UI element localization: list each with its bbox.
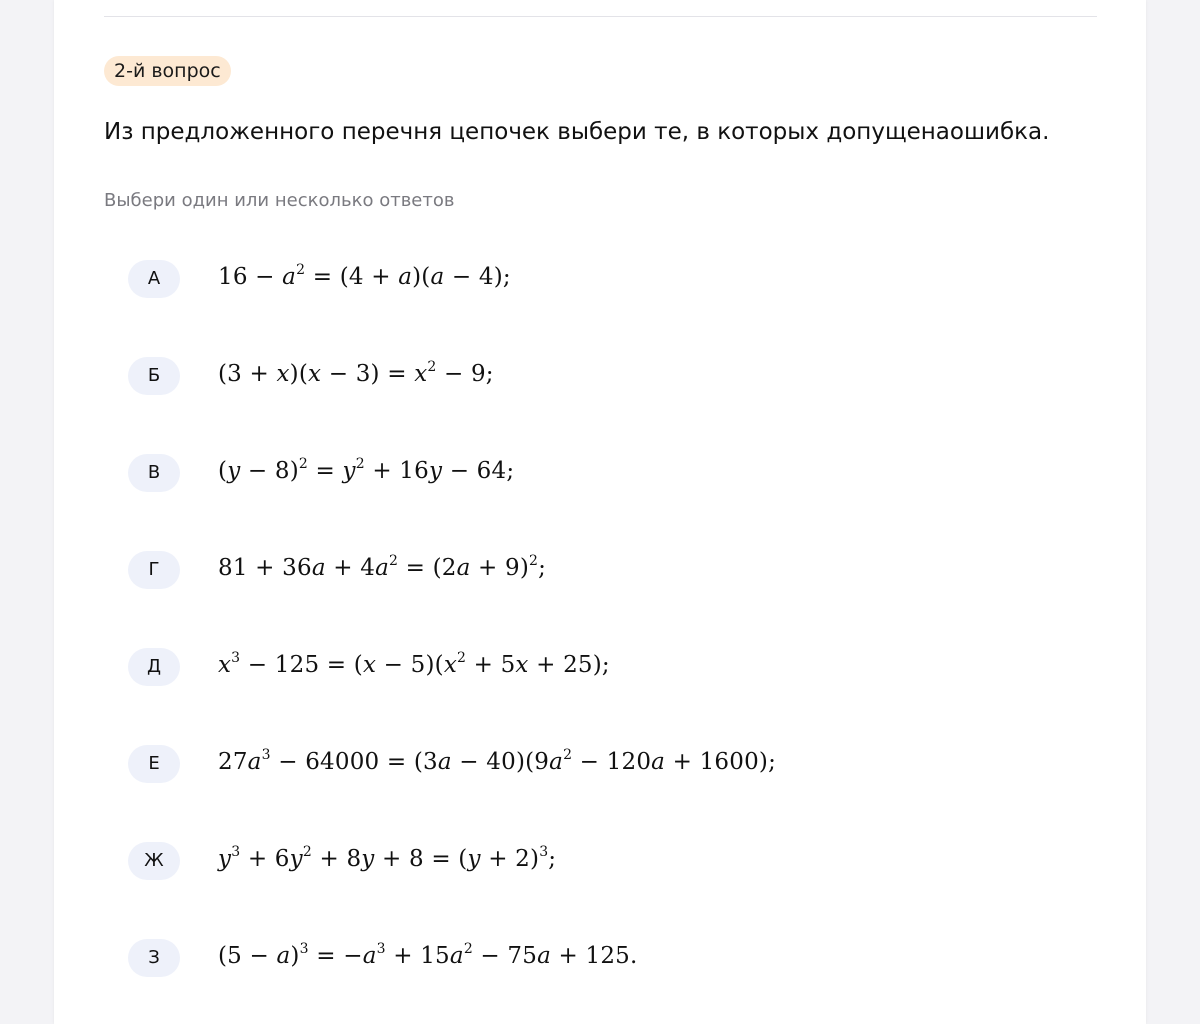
option-letter: З <box>128 939 180 977</box>
option-g[interactable] <box>128 551 1028 591</box>
option-letter: Ж <box>128 842 180 880</box>
option-letter: Б <box>128 357 180 395</box>
option-formula: $(3 + x)(x - 3) = x^2 - 9$; <box>218 359 494 387</box>
option-letter: В <box>128 454 180 492</box>
option-v[interactable] <box>128 454 1028 494</box>
option-formula: $27a^3 - 64000 = (3a - 40)(9a^2 - 120a + 1600)$; <box>218 747 777 775</box>
option-formula: $(y - 8)^2 = y^2 + 16y - 64$; <box>218 456 515 484</box>
option-e[interactable] <box>128 745 1028 785</box>
option-formula: $16 - a^2 = (4 + a)(a - 4)$; <box>218 262 511 290</box>
answer-hint: Выбери один или несколько ответов <box>104 190 455 211</box>
option-formula: $y^3 + 6y^2 + 8y + 8 = (y + 2)^3$; <box>218 844 557 872</box>
option-d[interactable] <box>128 648 1028 688</box>
option-z[interactable] <box>128 939 1028 979</box>
option-b[interactable] <box>128 357 1028 397</box>
option-letter: Е <box>128 745 180 783</box>
option-formula: $81 + 36a + 4a^2 = (2a + 9)^2$; <box>218 553 547 581</box>
option-letter: Г <box>128 551 180 589</box>
option-zh[interactable] <box>128 842 1028 882</box>
option-letter: Д <box>128 648 180 686</box>
question-number-badge: 2-й вопрос <box>104 56 231 86</box>
question-card <box>54 0 1146 1024</box>
option-letter: А <box>128 260 180 298</box>
option-a[interactable] <box>128 260 1028 300</box>
top-divider <box>104 16 1097 17</box>
option-formula: $(5 - a)^3 = -a^3 + 15a^2 - 75a + 125$. <box>218 941 638 969</box>
option-formula: $x^3 - 125 = (x - 5)(x^2 + 5x + 25)$; <box>218 650 610 678</box>
question-text: Из предложенного перечня цепочек выбери те, в которых допущенаошибка. <box>104 119 1050 145</box>
